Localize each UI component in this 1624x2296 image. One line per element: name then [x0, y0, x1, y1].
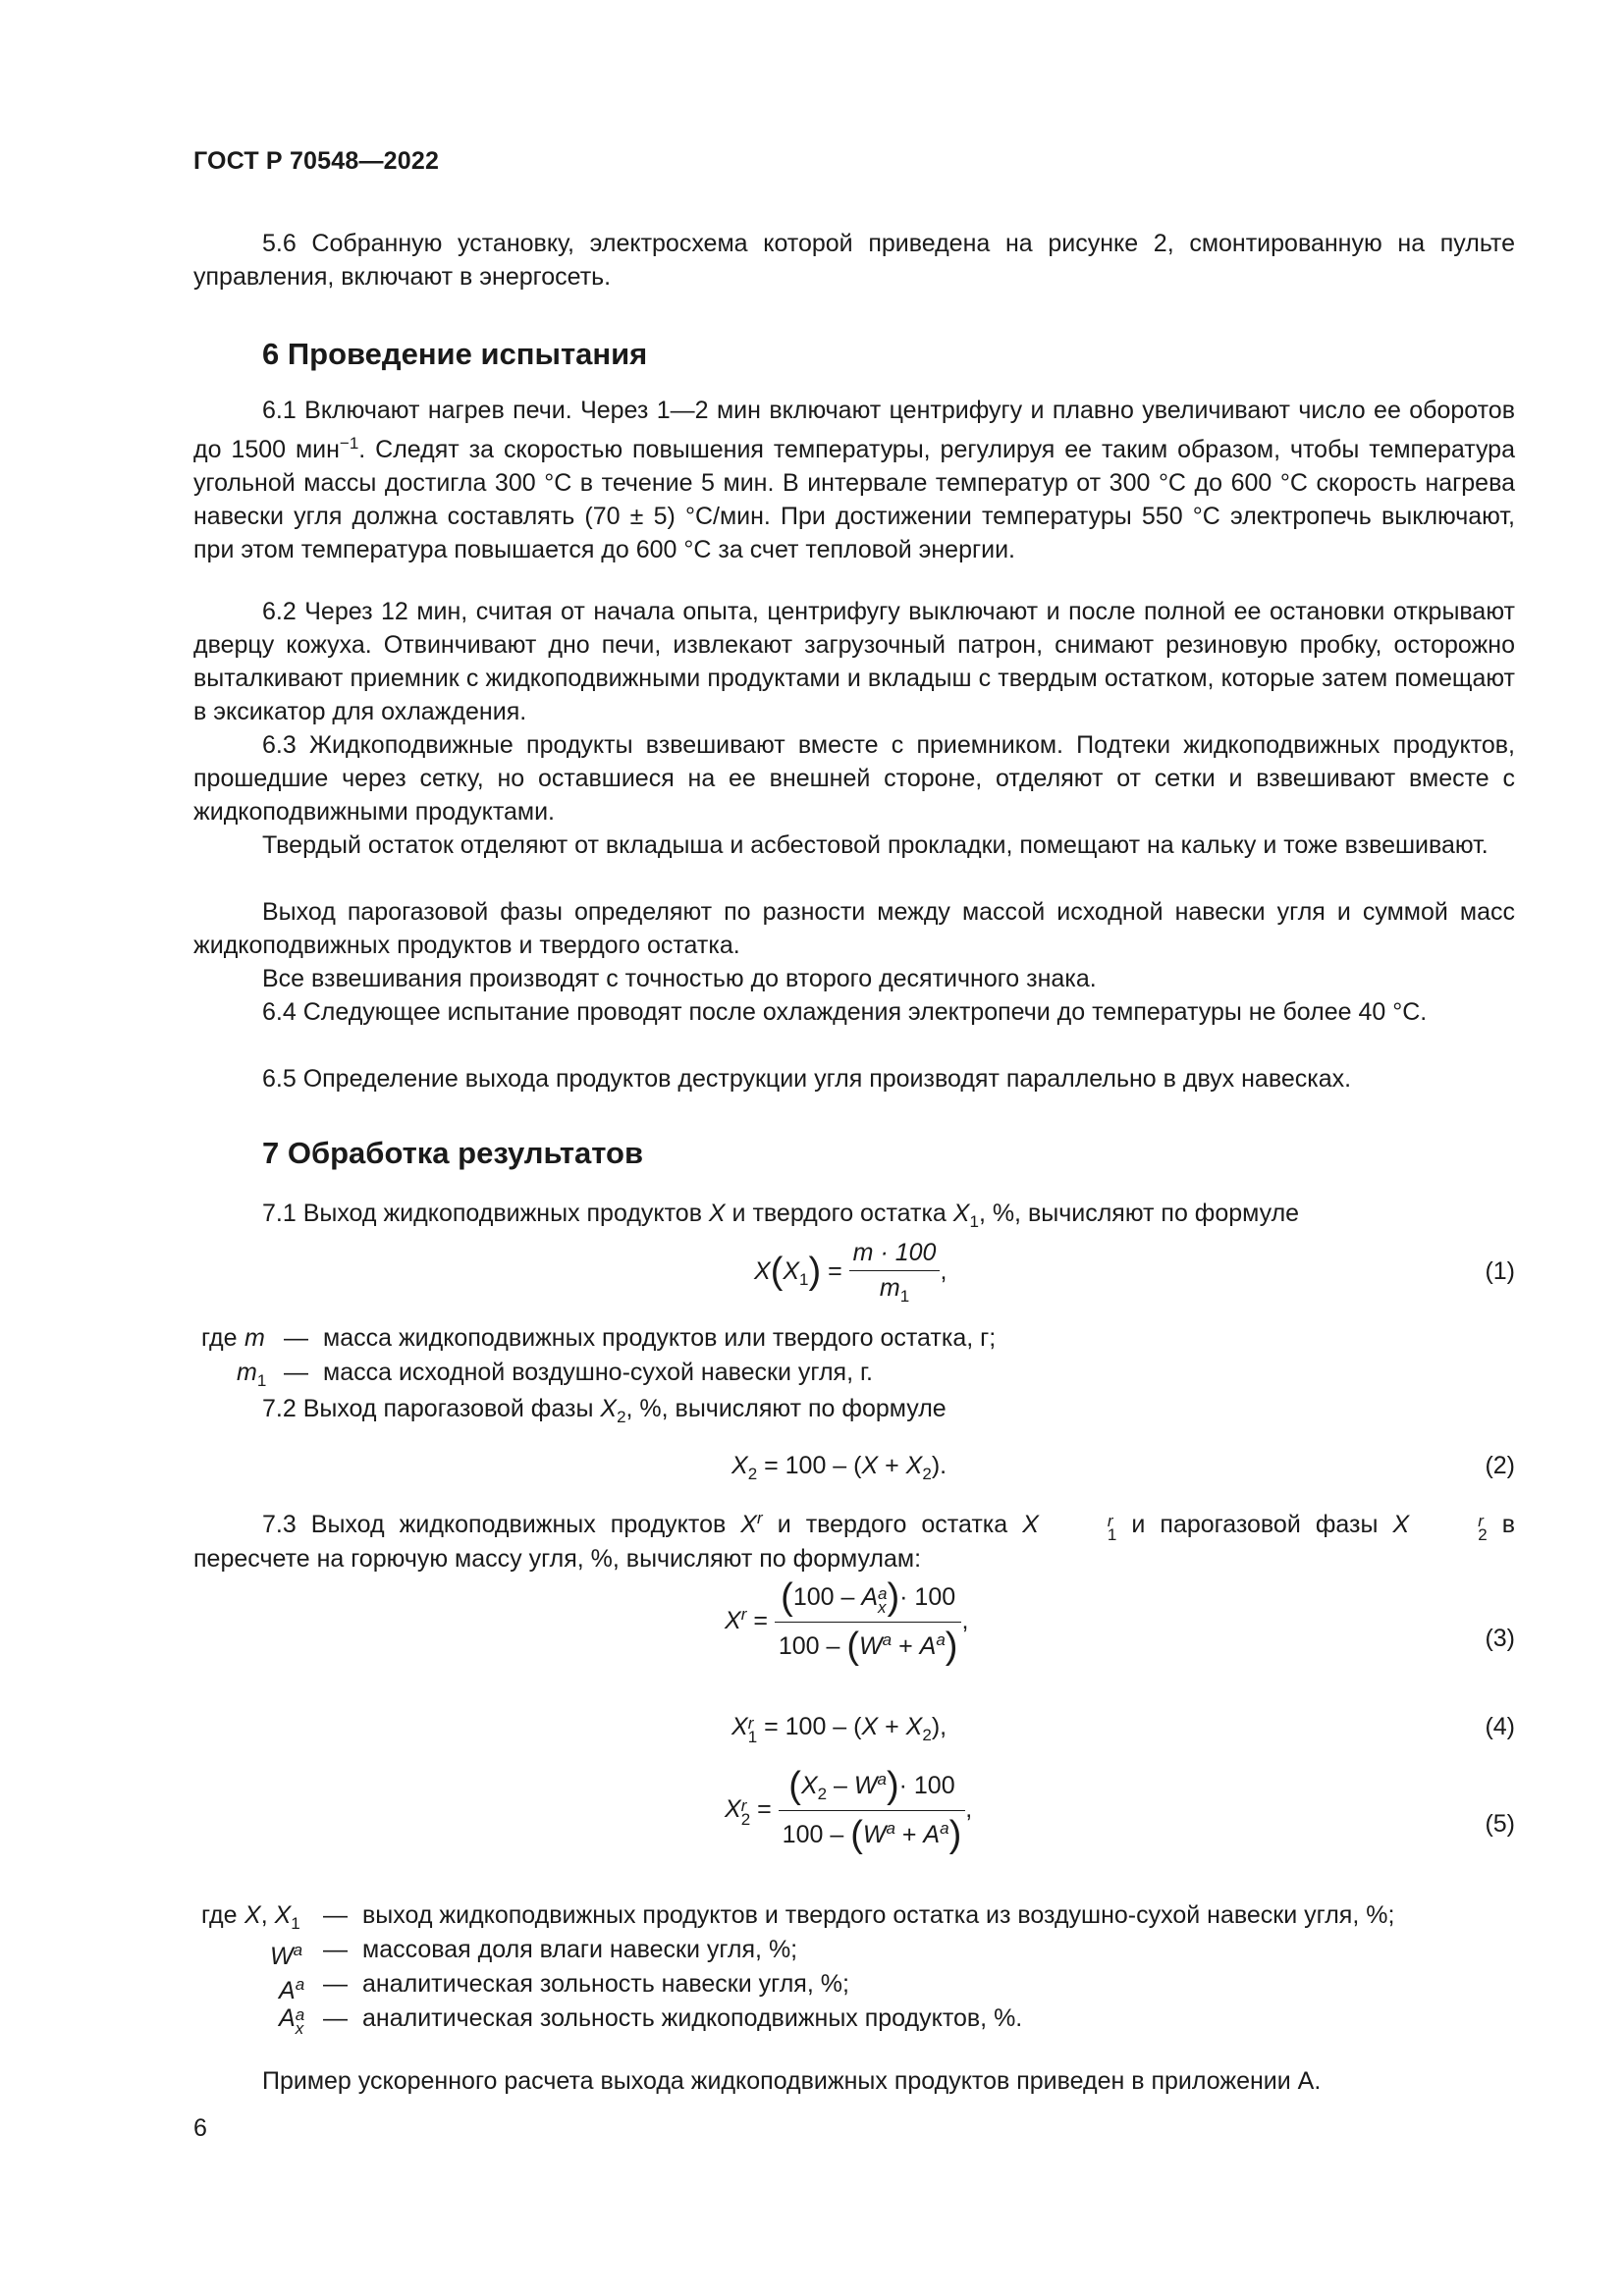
definition-row: где X, $X_1$ — выход жидкоподвижных продуктов и твердого остатка из воздушно-сухой навески угля, %; [201, 1901, 1395, 1933]
paragraph-6-3-gas-phase: Выход парогазовой фазы определяют по разности между массой исходной навески угля и суммой масс жидкоподвижных продуктов и твердого остатка. [193, 898, 1515, 959]
paragraph-7-3: 7.3 Выход жидкоподвижных продуктов $X^r$ и твердого остатка X r 1 и парогазовой фазы X r 2 в пересчете на горючую массу угля, %, вычисляют по формулам: [193, 1509, 1515, 1573]
equation-number-3: (3) [1485, 1625, 1515, 1652]
definitions-1 [193, 1321, 1515, 1390]
equation-number-1: (1) [1485, 1257, 1515, 1285]
equation-number-5: (5) [1485, 1810, 1515, 1838]
formula-5: X r 2 = $\frac{(X_2 - W^a)\cdot 100}{100 - (W^a + A^a)}$ , [725, 1765, 973, 1855]
paragraph-6-3-weighing: Все взвешивания производят с точностью до второго десятичного знака. [262, 965, 1097, 992]
formula-3: $X^r$ = (100 – A a x )· 100 $100 - (W^a + A^a)$ , [725, 1576, 969, 1667]
section-6-title: 6 Проведение испытания [262, 337, 648, 371]
paragraph-6-4: 6.4 Следующее испытание проводят после охлаждения электропечи до температуры не более 40 °С. [262, 998, 1428, 1026]
formula-1: $X(X_1)$ = $\frac{m \cdot 100}{m_1}$ , [754, 1239, 947, 1306]
formula-2: $X_2 = 100 - (X + X_2)$. [731, 1452, 947, 1483]
paragraph-7-2: 7.2 Выход парогазовой фазы $X_2$, %, вычисляют по формуле [262, 1395, 947, 1426]
paragraph-6-3: 6.3 Жидкоподвижные продукты взвешивают вместе с приемником. Подтеки жидкоподвижных продуктов, прошедшие через сетку, но оставшиеся на ее внешней стороне, отделяют от сетки и взвешивают вместе с жидкоподвижными продуктами. [193, 731, 1515, 826]
equation-number-4: (4) [1485, 1713, 1515, 1740]
section-7-title: 7 Обработка результатов [262, 1136, 644, 1170]
paragraph-6-5: 6.5 Определение выхода продуктов деструкции угля производят параллельно в двух навесках. [262, 1065, 1352, 1093]
paragraph-6-3-residue: Твердый остаток отделяют от вкладыша и асбестовой прокладки, помещают на кальку и тоже взвешивают. [262, 831, 1489, 859]
definition-row: $m_1$ — масса исходной воздушно-сухой навески угля, г. [237, 1359, 873, 1390]
document-code: ГОСТ Р 70548—2022 [193, 147, 440, 175]
equation-number-2: (2) [1485, 1452, 1515, 1479]
paragraph-6-1: 6.1 Включают нагрев печи. Через 1—2 мин включают центрифугу и плавно увеличивают число ее оборотов до 1500 мин$^{-1}$. Следят за скоростью повышения температуры, регулируя ее таким образом, чтобы температура угольной массы достигла 300 °С в течение 5 мин. В интервале температур от 300 °С до 600 °С скорость нагрева навески угля должна составлять (70 ± 5) °С/мин. При достижении температуры 550 °С электропечь выключают, при этом температура повышается до 600 °С за счет тепловой энергии. [193, 397, 1515, 563]
paragraph-6-2: 6.2 Через 12 мин, считая от начала опыта, центрифугу выключают и после полной ее остановки открывают дверцу кожуха. Отвинчивают дно печи, извлекают загрузочный патрон, снимают резиновую пробку, осторожно выталкивают приемник с жидкоподвижными продуктами и вкладыш с твердым остатком, которые затем помещают в эксикатор для охлаждения. [193, 598, 1515, 725]
formula-4: X r 1 = $100 - (X + X_2)$, [731, 1713, 947, 1746]
definition-row: $W^a$ — массовая доля влаги навески угля, %; [270, 1936, 798, 1970]
page-number: 6 [193, 2114, 207, 2142]
footnote-example: Пример ускоренного расчета выхода жидкоподвижных продуктов приведен в приложении А. [262, 2067, 1322, 2095]
definition-row: A a x — аналитическая зольность жидкоподвижных продуктов, %. [279, 2004, 1023, 2038]
definition-row: где m — масса жидкоподвижных продуктов или твердого остатка, г; [201, 1324, 997, 1352]
paragraph-7-1: 7.1 Выход жидкоподвижных продуктов X и твердого остатка $X_1$, %, вычисляют по формуле [262, 1200, 1300, 1231]
definitions-2 [193, 1898, 1568, 2036]
paragraph-5-6: 5.6 Собранную установку, электросхема которой приведена на рисунке 2, смонтированную на пульте управления, включают в энергосеть. [193, 230, 1515, 291]
definition-row: $A^a$ — аналитическая зольность навески угля, %; [279, 1970, 849, 2004]
